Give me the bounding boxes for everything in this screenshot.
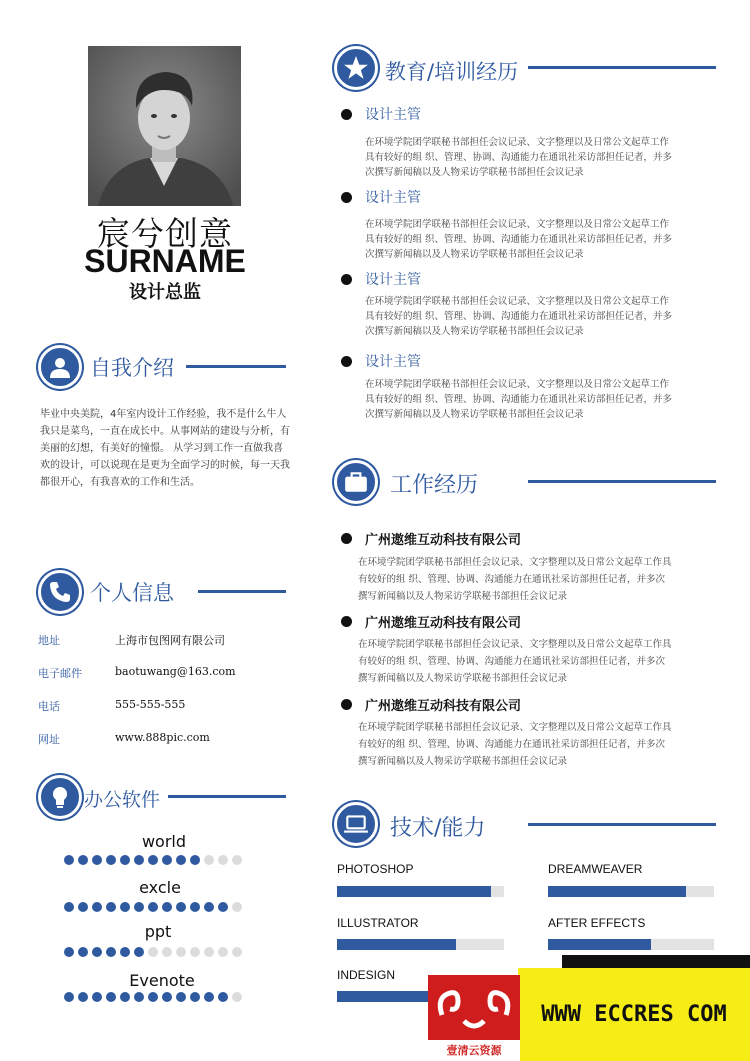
rating-dot — [78, 855, 88, 865]
bullet — [341, 109, 352, 120]
rating-dot — [148, 855, 158, 865]
laptop-icon — [334, 802, 378, 846]
section-divider — [528, 66, 716, 69]
rating-dot — [204, 992, 214, 1002]
rating-dot — [232, 902, 242, 912]
rating-dot — [92, 902, 102, 912]
person-icon — [38, 345, 82, 389]
rating-dot — [176, 855, 186, 865]
rating-dot — [120, 855, 130, 865]
section-title-education: 教育/培训经历 — [385, 60, 519, 84]
rating-dot — [162, 855, 172, 865]
education-text: 在环境学院团学联秘书部担任会议记录、文字整理以及日常公文起草工作具有较好的组 织、管理、协调、沟通能力在通讯社采访部担任记者，并多次撰写新闻稿以及人物采访学联秘书部担任会议记录 — [365, 219, 673, 260]
rating-dot — [106, 992, 116, 1002]
software-rating — [64, 855, 242, 865]
section-divider — [168, 795, 286, 798]
rating-dot — [120, 992, 130, 1002]
rating-dot — [106, 947, 116, 957]
skill-bar — [337, 939, 504, 950]
section-divider — [528, 480, 716, 483]
rating-dot — [190, 855, 200, 865]
rating-dot — [232, 855, 242, 865]
section-title-software: 办公软件 — [84, 789, 161, 811]
about-text: 毕业中央美院，4年室内设计工作经验，我不是什么牛人我只是菜鸟，一直在成长中。从事网站的建设与分析，有美丽的幻想，有美好的憧憬。 从学习到工作一直做我喜欢的设计，可以说现在是更为全面学习的时候，每一天我都很开心，有我喜欢的工作和生活。 — [40, 409, 290, 488]
skill-label: DREAMWEAVER — [548, 862, 643, 876]
bullet — [341, 192, 352, 203]
company-title: 广州遨维互动科技有限公司 — [365, 533, 522, 548]
software-rating — [64, 947, 242, 957]
rating-dot — [64, 855, 74, 865]
rating-dot — [218, 947, 228, 957]
skill-label: ILLUSTRATOR — [337, 916, 419, 930]
section-divider — [198, 590, 286, 593]
info-value-website[interactable]: www.888pic.com — [115, 731, 210, 744]
rating-dot — [64, 902, 74, 912]
lightbulb-icon — [38, 775, 82, 819]
info-label: 电子邮件 — [38, 667, 82, 680]
rating-dot — [204, 947, 214, 957]
skill-bar-fill — [337, 991, 429, 1002]
rating-dot — [190, 992, 200, 1002]
software-rating — [64, 902, 242, 912]
rating-dot — [190, 902, 200, 912]
job-title: 设计总监 — [129, 282, 201, 303]
company-text: 在环境学院团学联秘书部担任会议记录、文字整理以及日常公文起草工作具有较好的组 织、管理、协调、沟通能力在通讯社采访部担任记者，并多次撰写新闻稿以及人物采访学联秘书部担任会议记录 — [358, 557, 672, 602]
education-title: 设计主管 — [365, 190, 421, 206]
rating-dot — [148, 947, 158, 957]
skill-bar-fill — [548, 939, 651, 950]
education-text: 在环境学院团学联秘书部担任会议记录、文字整理以及日常公文起草工作具有较好的组 织、管理、协调、沟通能力在通讯社采访部担任记者，并多次撰写新闻稿以及人物采访学联秘书部担任会议记录 — [365, 137, 673, 178]
rating-dot — [162, 992, 172, 1002]
info-value-email[interactable]: baotuwang@163.com — [115, 665, 236, 678]
profile-photo — [88, 46, 241, 206]
software-name: world — [141, 832, 187, 851]
education-text: 在环境学院团学联秘书部担任会议记录、文字整理以及日常公文起草工作具有较好的组 织、管理、协调、沟通能力在通讯社采访部担任记者，并多次撰写新闻稿以及人物采访学联秘书部担任会议记录 — [365, 296, 673, 337]
skill-label: INDESIGN — [337, 968, 396, 982]
rating-dot — [78, 947, 88, 957]
software-name: excle — [139, 878, 181, 897]
rating-dot — [64, 992, 74, 1002]
briefcase-icon — [334, 460, 378, 504]
rating-dot — [162, 947, 172, 957]
skill-bar-fill — [337, 886, 491, 897]
star-icon — [334, 46, 378, 90]
company-text: 在环境学院团学联秘书部担任会议记录、文字整理以及日常公文起草工作具有较好的组 织、管理、协调、沟通能力在通讯社采访部担任记者，并多次撰写新闻稿以及人物采访学联秘书部担任会议记录 — [358, 639, 672, 684]
section-divider — [186, 365, 286, 368]
name-chinese: 宸兮创意 — [97, 214, 233, 253]
rating-dot — [134, 992, 144, 1002]
rating-dot — [176, 947, 186, 957]
info-label: 网址 — [38, 733, 60, 746]
rating-dot — [134, 855, 144, 865]
bullet — [341, 699, 352, 710]
rating-dot — [134, 902, 144, 912]
rating-dot — [204, 902, 214, 912]
company-text: 在环境学院团学联秘书部担任会议记录、文字整理以及日常公文起草工作具有较好的组 织、管理、协调、沟通能力在通讯社采访部担任记者，并多次撰写新闻稿以及人物采访学联秘书部担任会议记录 — [358, 722, 672, 767]
rating-dot — [218, 855, 228, 865]
skill-bar — [337, 886, 504, 897]
rating-dot — [162, 902, 172, 912]
info-value-phone: 555-555-555 — [115, 698, 186, 711]
rating-dot — [120, 902, 130, 912]
education-title: 设计主管 — [365, 107, 421, 123]
skill-bar — [548, 939, 714, 950]
rating-dot — [92, 947, 102, 957]
company-title: 广州遨维互动科技有限公司 — [365, 616, 522, 631]
bullet — [341, 533, 352, 544]
education-text: 在环境学院团学联秘书部担任会议记录、文字整理以及日常公文起草工作具有较好的组 织、管理、协调、沟通能力在通讯社采访部担任记者，并多次撰写新闻稿以及人物采访学联秘书部担任会议记录 — [365, 379, 673, 420]
education-title: 设计主管 — [365, 272, 421, 288]
skill-label: AFTER EFFECTS — [548, 916, 646, 930]
rating-dot — [148, 992, 158, 1002]
watermark-caption: 壹清云资源 — [428, 1040, 520, 1061]
rating-dot — [176, 992, 186, 1002]
education-title: 设计主管 — [365, 354, 421, 370]
skill-bar-fill — [548, 886, 686, 897]
bullet — [341, 274, 352, 285]
rating-dot — [232, 992, 242, 1002]
info-label: 地址 — [38, 634, 60, 647]
info-label: 电话 — [38, 700, 60, 713]
rating-dot — [120, 947, 130, 957]
watermark-text: WWW ECCRES COM — [541, 1002, 727, 1027]
bullet — [341, 616, 352, 627]
skill-bar-fill — [337, 939, 456, 950]
section-title-work: 工作经历 — [390, 473, 479, 498]
name-english: SURNAME — [84, 243, 246, 279]
rating-dot — [190, 947, 200, 957]
skill-bar — [548, 886, 714, 897]
section-title-skills: 技术/能力 — [390, 816, 486, 841]
rating-dot — [232, 947, 242, 957]
rating-dot — [106, 902, 116, 912]
company-title: 广州遨维互动科技有限公司 — [365, 699, 522, 714]
watermark-banner — [518, 968, 750, 1061]
rating-dot — [148, 902, 158, 912]
skill-label: PHOTOSHOP — [337, 862, 414, 876]
phone-icon — [38, 570, 82, 614]
section-divider — [528, 823, 716, 826]
software-name: Evenote — [129, 971, 195, 990]
rating-dot — [78, 992, 88, 1002]
rating-dot — [134, 947, 144, 957]
section-title-about: 自我介绍 — [90, 356, 174, 380]
bullet — [341, 356, 352, 367]
rating-dot — [218, 992, 228, 1002]
info-value-address: 上海市包图网有限公司 — [115, 634, 225, 647]
rating-dot — [176, 902, 186, 912]
rating-dot — [204, 855, 214, 865]
rating-dot — [64, 947, 74, 957]
rating-dot — [78, 902, 88, 912]
rating-dot — [92, 992, 102, 1002]
rating-dot — [106, 855, 116, 865]
rating-dot — [218, 902, 228, 912]
software-rating — [64, 992, 242, 1002]
software-name: ppt — [144, 922, 172, 941]
rating-dot — [92, 855, 102, 865]
section-title-personal: 个人信息 — [90, 581, 174, 605]
